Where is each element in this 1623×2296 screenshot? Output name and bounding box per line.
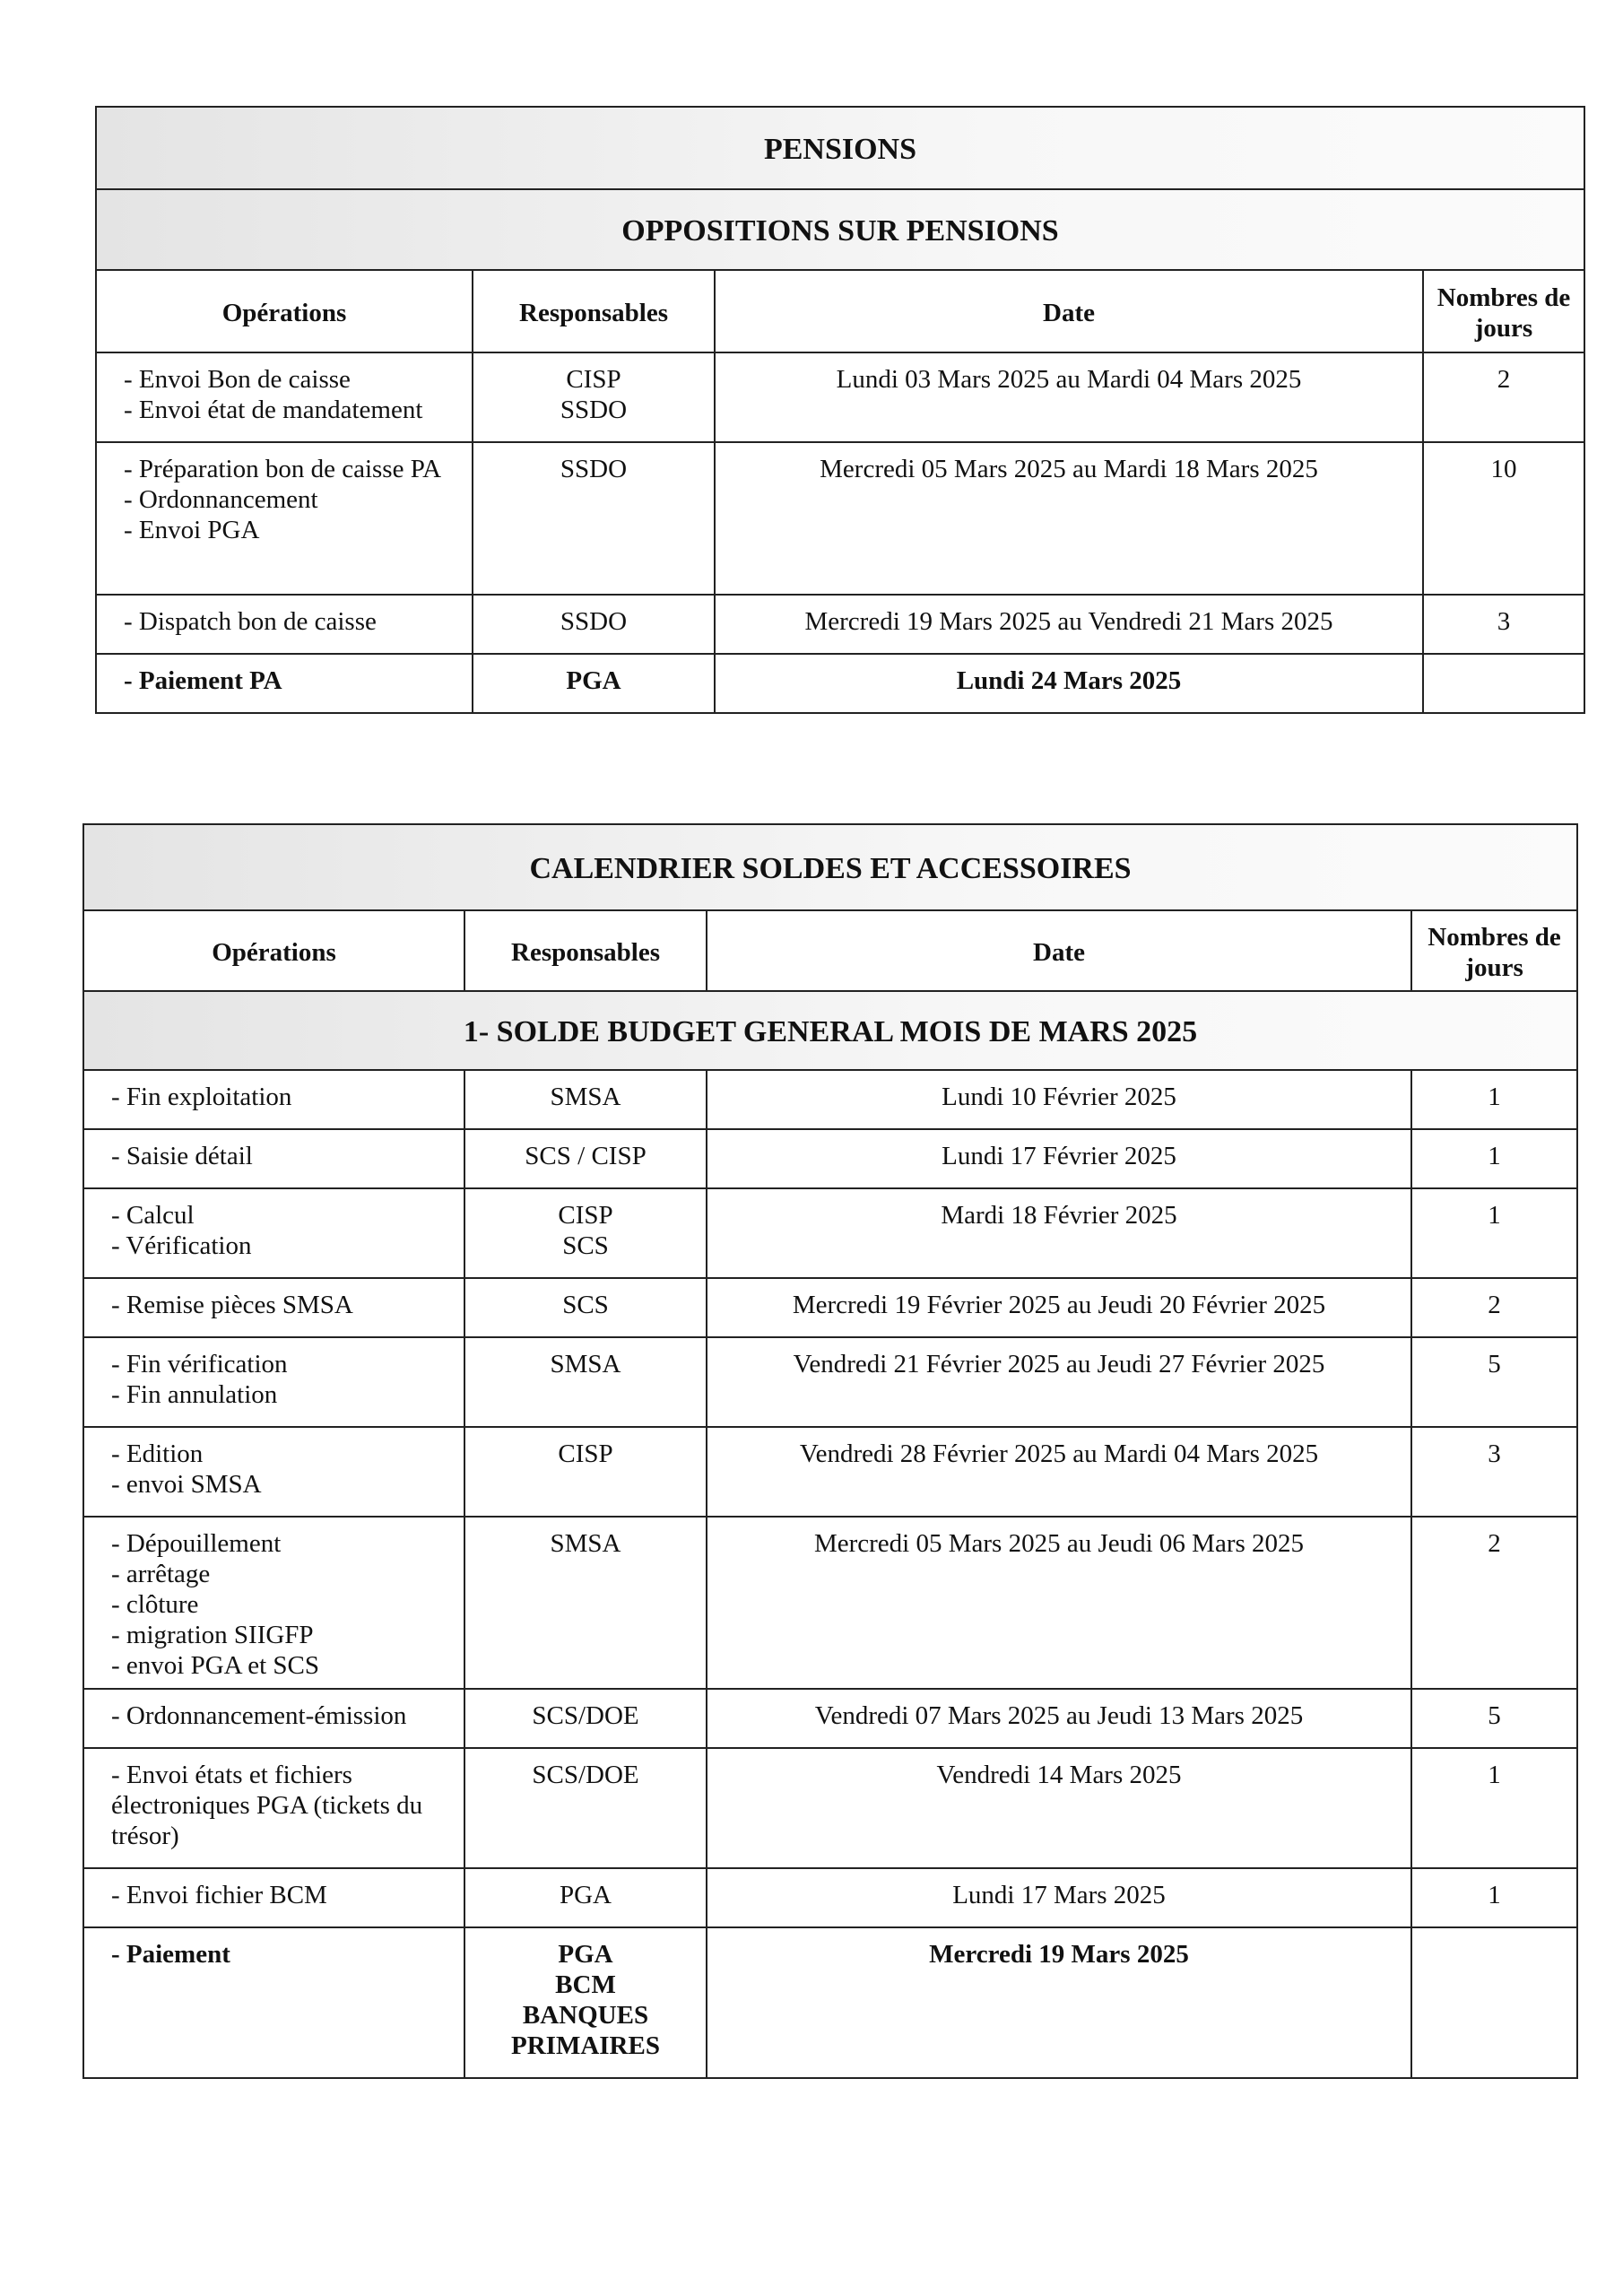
- days-cell: 1: [1411, 1070, 1577, 1129]
- operations-cell: [83, 1278, 464, 1337]
- operation-item: - Dispatch bon de caisse: [124, 607, 377, 636]
- days-cell: 5: [1411, 1337, 1577, 1427]
- date-cell: Lundi 17 Février 2025: [707, 1129, 1411, 1188]
- date-cell: Lundi 03 Mars 2025 au Mardi 04 Mars 2025: [715, 352, 1423, 442]
- days-cell: 3: [1411, 1427, 1577, 1517]
- responsable-item: SMSA: [550, 1083, 621, 1111]
- operation-item: - Fin vérification: [111, 1350, 288, 1378]
- table-row: [96, 352, 1584, 442]
- days-cell: 3: [1423, 595, 1584, 654]
- operations-cell: [83, 1927, 464, 2078]
- operations-cell: [83, 1868, 464, 1927]
- responsable-item: SMSA: [550, 1350, 621, 1378]
- days-cell: 2: [1423, 352, 1584, 442]
- table-row: [96, 442, 1584, 595]
- responsables-cell: [464, 1278, 707, 1337]
- responsable-item: BCM: [555, 1970, 616, 1999]
- days-cell: 5: [1411, 1689, 1577, 1748]
- responsable-item: SCS/DOE: [532, 1701, 639, 1730]
- table-row: [83, 1129, 1577, 1188]
- responsable-item: PGA: [558, 1940, 613, 1969]
- responsables-cell: [473, 442, 715, 595]
- date-cell: Mercredi 05 Mars 2025 au Jeudi 06 Mars 2025: [707, 1517, 1411, 1689]
- operations-cell: [83, 1689, 464, 1748]
- responsables-cell: [464, 1070, 707, 1129]
- operation-item: - migration SIIGFP: [111, 1621, 314, 1649]
- days-cell: 1: [1411, 1129, 1577, 1188]
- responsables-cell: [464, 1337, 707, 1427]
- days-cell: 1: [1411, 1188, 1577, 1278]
- table-row: [83, 1188, 1577, 1278]
- date-cell: Mercredi 19 Mars 2025 au Vendredi 21 Mars 2025: [715, 595, 1423, 654]
- responsable-item: SSDO: [560, 455, 628, 483]
- days-cell: 2: [1411, 1517, 1577, 1689]
- operation-item: - envoi PGA et SCS: [111, 1651, 320, 1680]
- table-row: [83, 1427, 1577, 1517]
- operation-item: - Envoi état de mandatement: [124, 396, 423, 424]
- operation-item: - Saisie détail: [111, 1142, 253, 1170]
- operation-item: - Remise pièces SMSA: [111, 1291, 353, 1319]
- date-cell: Mercredi 19 Mars 2025: [707, 1927, 1411, 2078]
- responsables-cell: [464, 1188, 707, 1278]
- operations-cell: [83, 1337, 464, 1427]
- table-row: [83, 1689, 1577, 1748]
- responsable-item: SSDO: [560, 607, 628, 636]
- pensions-header-row: [96, 270, 1584, 352]
- operations-cell: [96, 595, 473, 654]
- table-row: [83, 1927, 1577, 2078]
- table-row: [83, 1278, 1577, 1337]
- section-heading: 1- SOLDE BUDGET GENERAL MOIS DE MARS 2025: [83, 991, 1577, 1070]
- operation-item: - envoi SMSA: [111, 1470, 262, 1499]
- operations-cell: [83, 1748, 464, 1868]
- responsables-cell: [473, 654, 715, 713]
- pensions-table: [95, 106, 1585, 714]
- responsable-item: CISP: [558, 1439, 613, 1468]
- responsable-item: SCS: [562, 1291, 609, 1319]
- soldes-table: [82, 823, 1578, 2079]
- days-cell: [1423, 654, 1584, 713]
- table-row: [83, 1868, 1577, 1927]
- soldes-header-row: [83, 910, 1577, 991]
- operations-cell: [83, 1427, 464, 1517]
- date-cell: Mercredi 19 Février 2025 au Jeudi 20 Février 2025: [707, 1278, 1411, 1337]
- date-cell: Lundi 24 Mars 2025: [715, 654, 1423, 713]
- operation-item: - Envoi états et fichiers électroniques PGA (tickets du trésor): [111, 1761, 423, 1850]
- operations-cell: [96, 442, 473, 595]
- table-row: [83, 1517, 1577, 1689]
- header-operations: Opérations: [83, 910, 464, 991]
- operations-cell: [96, 352, 473, 442]
- header-responsables: Responsables: [473, 270, 715, 352]
- header-days: Nombres de jours: [1411, 910, 1577, 991]
- table-row: [83, 1070, 1577, 1129]
- date-cell: Lundi 17 Mars 2025: [707, 1868, 1411, 1927]
- responsables-cell: [473, 595, 715, 654]
- date-cell: Lundi 10 Février 2025: [707, 1070, 1411, 1129]
- responsable-item: CISP: [566, 365, 621, 394]
- operations-cell: [83, 1070, 464, 1129]
- responsables-cell: [464, 1748, 707, 1868]
- header-date: Date: [707, 910, 1411, 991]
- responsables-cell: [464, 1427, 707, 1517]
- date-cell: Mardi 18 Février 2025: [707, 1188, 1411, 1278]
- operation-item: - Fin exploitation: [111, 1083, 292, 1111]
- operations-cell: [96, 654, 473, 713]
- date-cell: Vendredi 21 Février 2025 au Jeudi 27 Février 2025: [707, 1337, 1411, 1427]
- table-row: [83, 1748, 1577, 1868]
- responsable-item: SCS / CISP: [525, 1142, 647, 1170]
- date-cell: Mercredi 05 Mars 2025 au Mardi 18 Mars 2025: [715, 442, 1423, 595]
- operation-item: - Calcul: [111, 1201, 195, 1230]
- header-operations: Opérations: [96, 270, 473, 352]
- header-date: Date: [715, 270, 1423, 352]
- operation-item: - clôture: [111, 1590, 199, 1619]
- responsable-item: SSDO: [560, 396, 628, 424]
- operation-item: - Paiement PA: [124, 666, 282, 695]
- responsable-item: PGA: [566, 666, 621, 695]
- table-row: [83, 1337, 1577, 1427]
- days-cell: 1: [1411, 1748, 1577, 1868]
- days-cell: 10: [1423, 442, 1584, 595]
- responsables-cell: [473, 352, 715, 442]
- days-cell: 1: [1411, 1868, 1577, 1927]
- operation-item: - Envoi Bon de caisse: [124, 365, 351, 394]
- days-cell: [1411, 1927, 1577, 2078]
- responsable-item: SCS/DOE: [532, 1761, 639, 1789]
- responsable-item: BANQUES PRIMAIRES: [511, 2001, 660, 2060]
- responsable-item: SCS: [562, 1231, 609, 1260]
- operation-item: - Vérification: [111, 1231, 252, 1260]
- operations-cell: [83, 1517, 464, 1689]
- operation-item: - Fin annulation: [111, 1380, 278, 1409]
- operations-cell: [83, 1188, 464, 1278]
- header-responsables: Responsables: [464, 910, 707, 991]
- responsable-item: SMSA: [550, 1529, 621, 1558]
- responsable-item: CISP: [558, 1201, 613, 1230]
- operation-item: - Dépouillement: [111, 1529, 282, 1558]
- operation-item: - Paiement: [111, 1940, 230, 1969]
- operations-cell: [83, 1129, 464, 1188]
- pensions-title: PENSIONS: [96, 107, 1584, 189]
- operation-item: - Edition: [111, 1439, 204, 1468]
- date-cell: Vendredi 07 Mars 2025 au Jeudi 13 Mars 2025: [707, 1689, 1411, 1748]
- operation-item: - arrêtage: [111, 1560, 211, 1588]
- responsable-item: PGA: [559, 1881, 612, 1909]
- operation-item: - Envoi PGA: [124, 516, 260, 544]
- operation-item: - Préparation bon de caisse PA: [124, 455, 442, 483]
- header-days: Nombres de jours: [1423, 270, 1584, 352]
- table-row: [96, 595, 1584, 654]
- responsables-cell: [464, 1517, 707, 1689]
- table-row: [96, 654, 1584, 713]
- soldes-title: CALENDRIER SOLDES ET ACCESSOIRES: [83, 824, 1577, 910]
- responsables-cell: [464, 1927, 707, 2078]
- date-cell: Vendredi 28 Février 2025 au Mardi 04 Mars 2025: [707, 1427, 1411, 1517]
- operation-item: - Ordonnancement: [124, 485, 318, 514]
- responsables-cell: [464, 1129, 707, 1188]
- responsables-cell: [464, 1689, 707, 1748]
- pensions-subtitle: OPPOSITIONS SUR PENSIONS: [96, 189, 1584, 270]
- days-cell: 2: [1411, 1278, 1577, 1337]
- soldes-body: [83, 1070, 1577, 2078]
- operation-item: - Envoi fichier BCM: [111, 1881, 327, 1909]
- pensions-body: [96, 352, 1584, 713]
- date-cell: Vendredi 14 Mars 2025: [707, 1748, 1411, 1868]
- responsables-cell: [464, 1868, 707, 1927]
- operation-item: - Ordonnancement-émission: [111, 1701, 407, 1730]
